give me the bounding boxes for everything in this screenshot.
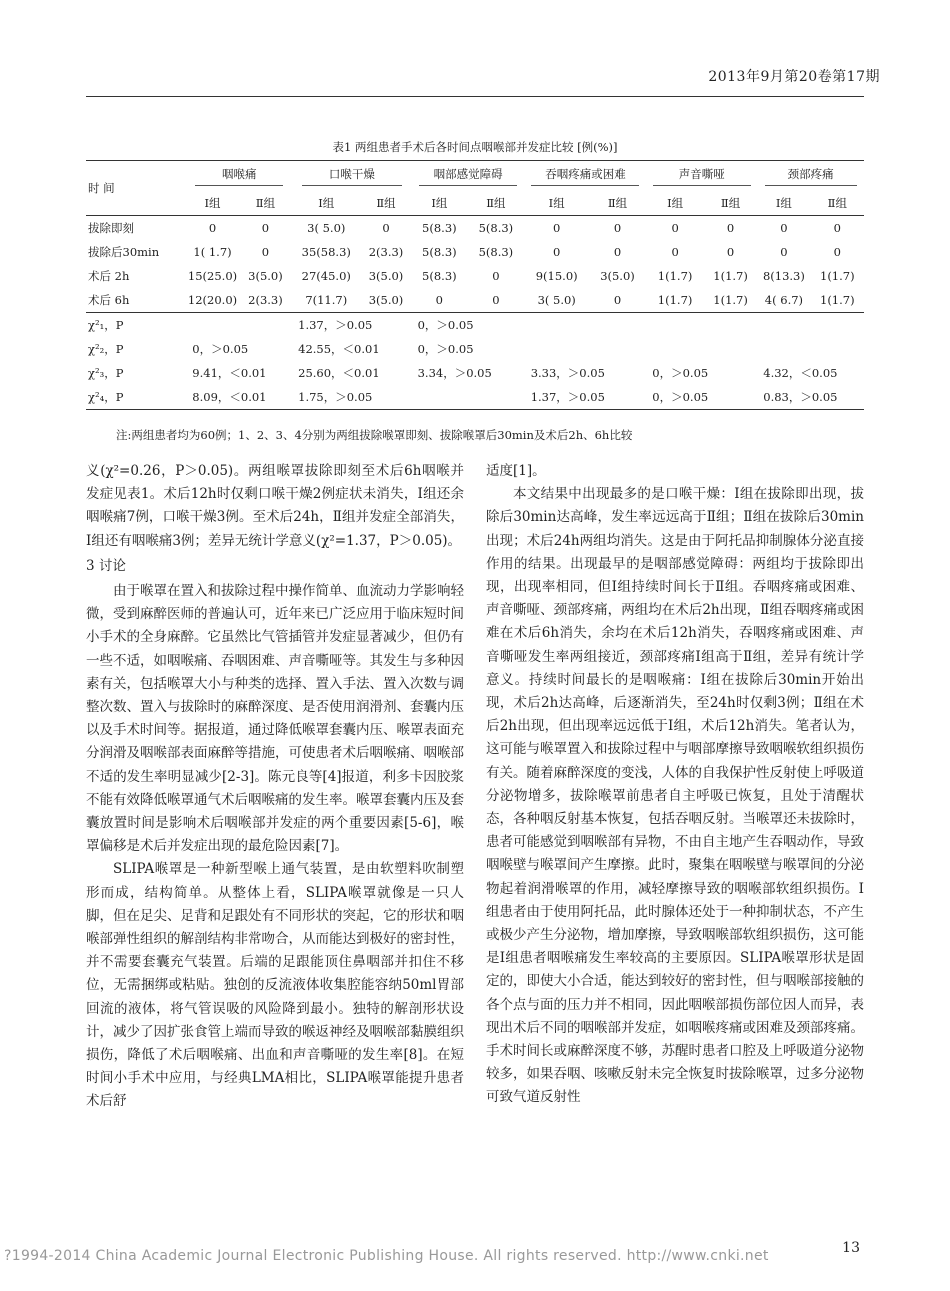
stat-cell [757, 337, 864, 361]
table-cell: 0 [261, 245, 270, 259]
table-cell: 4( 6.7) [757, 288, 810, 313]
stat-cell: 8.09，＜0.01 [186, 385, 292, 410]
sub-label: Ⅱ组 [811, 191, 864, 216]
table-cell: 1(1.7) [704, 288, 757, 313]
stat-cell: 1.75，＞0.05 [292, 385, 411, 410]
table-cell: 3(5.0) [248, 269, 283, 283]
row-label: 拔除后30min [88, 245, 160, 259]
stat-cell: 0，＞0.05 [646, 385, 757, 410]
copyright-footer: ?1994-2014 China Academic Journal Electronic Publishing House. All rights reserved. http://www.cnki.net [4, 1248, 769, 1264]
sub-label: Ⅰ组 [757, 191, 810, 216]
sub-label: Ⅱ组 [360, 191, 411, 216]
table-cell: 5(8.3) [478, 221, 514, 235]
stat-cell: 0，＞0.05 [192, 342, 249, 356]
stat-cell: 0.83，＞0.05 [757, 385, 864, 410]
stat-cell: 25.60，＜0.01 [298, 366, 380, 380]
stat-cell [757, 313, 864, 338]
sub-label: Ⅰ组 [525, 191, 589, 216]
table-cell: 0 [261, 221, 270, 235]
table-cell: 12(20.0) [186, 288, 239, 313]
table-row [86, 288, 864, 313]
table-cell: 0 [780, 245, 788, 259]
stat-cell: 3.34，＞0.05 [417, 366, 492, 380]
table-cell: 0 [412, 288, 467, 313]
table-cell: 0 [726, 245, 735, 259]
sub-label: Ⅰ组 [292, 191, 360, 216]
row-label: 术后 6h [86, 288, 186, 313]
stat-cell: 0，＞0.05 [417, 318, 474, 332]
stat-cell: 3.33，＞0.05 [530, 366, 605, 380]
table-cell: 0 [671, 245, 679, 259]
stat-cell [525, 313, 647, 338]
stat-cell: 42.55，＜0.01 [298, 342, 380, 356]
table-cell: 1(1.7) [646, 288, 704, 313]
section-heading: 3 讨论 [86, 557, 126, 574]
table-cell: 0 [589, 288, 647, 313]
table-cell: 5(8.3) [422, 221, 457, 235]
table-cell: 5(8.3) [478, 245, 514, 259]
group-header-hoarseness: 声音嘶哑 [646, 161, 757, 192]
page-number: 13 [842, 1240, 860, 1256]
sub-label: Ⅰ组 [646, 191, 704, 216]
stat-cell: 0，＞0.05 [652, 366, 709, 380]
group-header-neck-pain: 颈部疼痛 [757, 161, 864, 192]
paragraph: 本文结果中出现最多的是口喉干燥：Ⅰ组在拔除即出现，拔除后30min达高峰，发生率远远高于Ⅱ组；Ⅱ组在拔除后30min出现；术后24h两组均消失。这是由于阿托品抑制腺体分泌直接作用的结果。出现最早的是咽部感觉障碍：两组均于拔除即出现，出现率相同，但Ⅰ组持续时间长于Ⅱ组。吞咽疼痛或困难、声音嘶哑、颈部疼痛，两组均在术后2h出现，Ⅱ组吞咽疼痛或困难在术后6h消失，余均在术后12h消失，吞咽疼痛或困难、声音嘶哑发生率两组接近，颈部疼痛Ⅰ组高于Ⅱ组，差异有统计学意义。持续时间最长的是咽喉痛：Ⅰ组在拔除后30min开始出现，术后2h达高峰，后逐渐消失，至24h时仅剩3例；Ⅱ组在术后2h出现，但出现率远远低于Ⅰ组，术后12h消失。笔者认为，这可能与喉罩置入和拔除过程中与咽部摩擦导致咽喉软组织损伤有关。随着麻醉深度的变浅，人体的自我保护性反射使上呼吸道分泌物增多，拔除喉罩前患者自主呼吸已恢复，且处于清醒状态，各种咽反射基本恢复，包括吞咽反射。当喉罩还未拔除时，患者可能感觉到咽喉部有异物，不由自主地产生吞咽动作，导致咽喉壁与喉罩间产生摩擦。此时，聚集在咽喉壁与喉罩间的分泌物起着润滑喉罩的作用，减轻摩擦导致的咽喉部软组织损伤。Ⅰ组患者由于使用阿托品，此时腺体还处于一种抑制状态，不产生或极少产生分泌物，增加摩擦，导致咽喉部软组织损伤，这可能是Ⅰ组患者咽喉痛发生率较高的主要原因。SLIPA喉罩形状是固定的，即使大小合适，能达到较好的密封性，但与咽喉部接触的各个点与面的压力并不相同，因此咽喉部损伤部位因人而异，表现出术后不同的咽喉部并发症，如咽喉疼痛或困难及颈部疼痛。手术时间长或麻醉深度不够，苏醒时患者口腔及上呼吸道分泌物较多，如果吞咽、咳嗽反射未完全恢复时拔除喉罩，过多分泌物可致气道反射性 [486, 486, 864, 1106]
table-cell: 7(11.7) [292, 288, 360, 313]
paragraph: SLIPA喉罩是一种新型喉上通气装置，是由软塑料吹制塑形而成，结构简单。从整体上看，SLIPA喉罩就像是一只人脚，但在足尖、足背和足跟处有不同形状的突起，它的形状和咽喉部弹性组织的解剖结构非常吻合，从而能达到极好的密封性，并不需要套囊充气装置。后端的足跟能顶住鼻咽部并扣住不移位，无需捆绑或粘贴。独创的反流液体收集腔能容纳50ml胃部回流的液体，将气管误吸的风险降到最小。独特的解剖形状设计，减少了因扩张食管上端而导致的喉返神经及咽喉部黏膜组织损伤，降低了术后咽喉痛、出血和声音嘶哑的发生率[8]。在短时间小手术中应用，与经典LMA相比，SLIPA喉罩能提升患者术后舒 [86, 861, 464, 1110]
header-rule [86, 96, 864, 97]
left-column [86, 460, 464, 1114]
table-cell: 0 [467, 288, 525, 313]
stat-cell: 0，＞0.05 [417, 342, 474, 356]
paragraph: 由于喉罩在置入和拔除过程中操作简单、血流动力学影响轻微，受到麻醉医师的普遍认可，近年来已广泛应用于临床短时间小手术的全身麻醉。它虽然比气管插管并发症显著减少，但仍有一些不适，如咽喉痛、吞咽困难、声音嘶哑等。其发生与多种因素有关，包括喉罩大小与种类的选择、置入手法、置入次数与调整次数、置入与拔除时的麻醉深度、是否使用润滑剂、套囊内压以及手术时间等。据报道，通过降低喉罩套囊内压、喉罩表面充分润滑及咽喉部表面麻醉等措施，可使患者术后咽喉痛、咽喉部不适的发生率明显减少[2-3]。陈元良等[4]报道，利多卡因胶浆不能有效降低喉罩通气术后咽喉痛的发生率。喉罩套囊内压及套囊放置时间是影响术后咽喉部并发症的两个重要因素[5-6]，喉罩偏移是术后并发症出现的最危险因素[7]。 [86, 583, 464, 855]
table-cell: 8(13.3) [762, 269, 805, 283]
table-cell: 0 [613, 245, 622, 259]
group-header-dry-throat: 口喉干燥 [292, 161, 411, 192]
group-header-dysphagia: 吞咽疼痛或困难 [525, 161, 647, 192]
journal-issue: 2013年9月第20卷第17期 [708, 69, 880, 85]
table-cell: 0 [553, 245, 561, 259]
table-cell: 15(25.0) [187, 269, 238, 283]
complication-table [86, 160, 864, 410]
sub-label: Ⅱ组 [239, 191, 292, 216]
table-row [86, 216, 864, 241]
sub-label: Ⅱ组 [704, 191, 757, 216]
row-label: 术后 2h [88, 269, 130, 283]
stat-cell [646, 313, 757, 338]
table-cell: 3(5.0) [360, 288, 411, 313]
stat-label: χ²₃，P [88, 366, 124, 380]
stat-row [86, 361, 864, 385]
group-header-sore-throat: 咽喉痛 [186, 161, 292, 192]
table-cell: 5(8.3) [422, 245, 457, 259]
table-cell: 3( 5.0) [307, 221, 346, 235]
table-cell: 1(1.7) [713, 269, 748, 283]
paragraph: 义(χ²=0.26，P＞0.05)。两组喉罩拔除即刻至术后6h咽喉并发症见表1。术后12h时仅剩口喉干燥2例症状未消失，Ⅰ组还余咽喉痛7例，口喉干燥3例。至术后24h，Ⅱ组并发症全部消失，Ⅰ组还有咽喉痛3例；差异无统计学意义(χ²=1.37，P＞0.05)。 [86, 463, 464, 549]
stat-cell: 1.37，＞0.05 [525, 385, 647, 410]
table-cell: 0 [726, 221, 735, 235]
time-header: 时 间 [86, 161, 186, 216]
sub-label: Ⅰ组 [186, 191, 239, 216]
table-cell: 0 [553, 221, 561, 235]
table-cell: 0 [671, 221, 679, 235]
stat-row [86, 313, 864, 338]
paragraph: 适度[1]。 [486, 463, 546, 479]
table-cell: 27(45.0) [301, 269, 351, 283]
stat-label: χ²₁，P [88, 318, 124, 332]
stat-cell [646, 337, 757, 361]
table-cell: 1(1.7) [657, 269, 693, 283]
table-cell: 3(5.0) [600, 269, 635, 283]
table-cell: 0 [780, 221, 788, 235]
stat-cell: 1.37，＞0.05 [298, 318, 373, 332]
table-cell: 1( 1.7) [193, 245, 232, 259]
stat-label: χ²₄，P [86, 385, 186, 410]
sub-label: Ⅱ组 [467, 191, 525, 216]
group-header-sensory: 咽部感觉障碍 [412, 161, 525, 192]
table-cell: 0 [208, 221, 217, 235]
table-cell: 0 [382, 221, 390, 235]
stat-cell: 4.32，＜0.05 [763, 366, 838, 380]
table-cell: 2(3.3) [239, 288, 292, 313]
stat-row [86, 385, 864, 410]
table-caption: 表1 两组患者手术后各时间点咽喉部并发症比较 [例(%)] [332, 140, 618, 154]
stat-label: χ²₂，P [88, 342, 124, 356]
table-row [86, 264, 864, 288]
table-cell: 9(15.0) [535, 269, 578, 283]
stat-cell [525, 337, 647, 361]
table-cell: 3(5.0) [368, 269, 404, 283]
row-label: 拔除即刻 [88, 221, 134, 235]
table-cell: 0 [613, 221, 622, 235]
table-note: 注:两组患者均为60例；1、2、3、4分别为两组拔除喉罩即刻、拔除喉罩后30min及术后2h、6h比较 [116, 428, 633, 442]
table-row [86, 240, 864, 264]
stat-cell: 9.41，＜0.01 [192, 366, 267, 380]
table-cell: 1(1.7) [811, 288, 864, 313]
table-cell: 0 [833, 221, 841, 235]
table-cell: 0 [833, 245, 841, 259]
stat-cell [412, 385, 525, 410]
table-cell: 35(58.3) [301, 245, 351, 259]
right-column [486, 460, 864, 1110]
stat-row [86, 337, 864, 361]
table-cell: 0 [492, 269, 500, 283]
sub-label: Ⅰ组 [412, 191, 467, 216]
table-cell: 1(1.7) [820, 269, 855, 283]
stat-cell [186, 313, 292, 338]
table-cell: 3( 5.0) [525, 288, 589, 313]
sub-label: Ⅱ组 [589, 191, 647, 216]
table-cell: 5(8.3) [422, 269, 457, 283]
table-cell: 2(3.3) [368, 245, 404, 259]
